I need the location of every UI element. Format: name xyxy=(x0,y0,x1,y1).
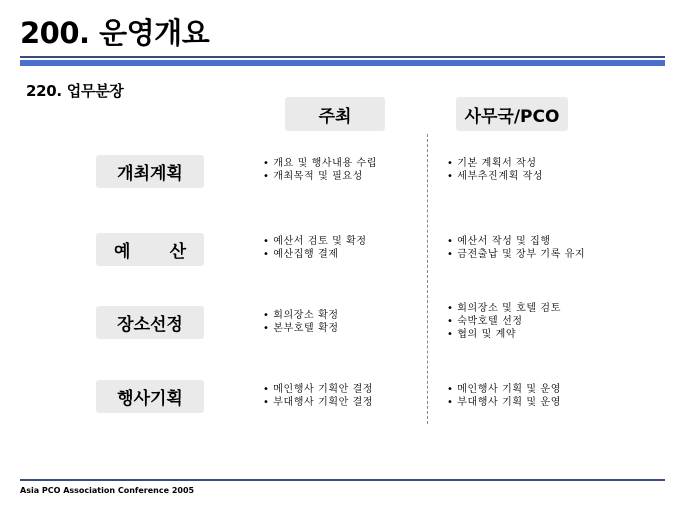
page-title: 200. 운영개요 xyxy=(20,16,210,50)
host-duties-budget xyxy=(263,235,367,261)
secretariat-duties-budget xyxy=(447,235,585,261)
list-item: • 세부추진계획 작성 xyxy=(447,171,544,182)
list-item: • 회의장소 확정 xyxy=(263,310,339,321)
title-underline-thick xyxy=(20,60,665,66)
row-label-budget xyxy=(96,233,204,266)
footer-text: Asia PCO Association Conference 2005 xyxy=(20,486,195,495)
list-item: • 본부호텔 확정 xyxy=(263,323,339,334)
list-item: • 부대행사 기획 및 운영 xyxy=(447,397,561,408)
footer-divider xyxy=(20,479,665,481)
list-item: • 예산서 검토 및 확정 xyxy=(263,236,367,247)
row-label-venue: 장소선정 xyxy=(96,306,204,339)
list-item: • 예산서 작성 및 집행 xyxy=(447,236,551,247)
row-label-budget-part: 산 xyxy=(169,242,186,262)
list-item: • 개요 및 행사내용 수립 xyxy=(263,158,377,169)
list-item: • 메인행사 기획안 결정 xyxy=(263,384,374,395)
list-item: • 개최목적 및 필요성 xyxy=(263,171,363,182)
secretariat-duties-planning xyxy=(447,157,543,183)
list-item: • 예산집행 결제 xyxy=(263,249,339,260)
list-item: • 메인행사 기획 및 운영 xyxy=(447,384,561,395)
list-item: • 숙박호텔 선정 xyxy=(447,316,523,327)
section-title: 220. 업무분장 xyxy=(26,82,124,100)
row-label-planning: 개최계획 xyxy=(96,155,204,188)
column-divider xyxy=(427,134,428,424)
secretariat-duties-event xyxy=(447,383,561,409)
host-duties-event xyxy=(263,383,373,409)
title-underline-thin xyxy=(20,56,665,58)
row-label-event: 행사기획 xyxy=(96,380,204,413)
list-item: • 기본 계획서 작성 xyxy=(447,158,537,169)
row-label-budget-part: 예 xyxy=(114,242,131,262)
list-item: • 부대행사 기획안 결정 xyxy=(263,397,374,408)
host-duties-planning xyxy=(263,157,377,183)
list-item: • 금전출납 및 장부 기록 유지 xyxy=(447,249,586,260)
secretariat-duties-venue xyxy=(447,302,561,341)
column-header-host: 주최 xyxy=(285,97,385,131)
list-item: • 협의 및 계약 xyxy=(447,329,517,340)
host-duties-venue xyxy=(263,309,339,335)
list-item: • 회의장소 및 호텔 검토 xyxy=(447,303,561,314)
column-header-secretariat: 사무국/PCO xyxy=(456,97,568,131)
